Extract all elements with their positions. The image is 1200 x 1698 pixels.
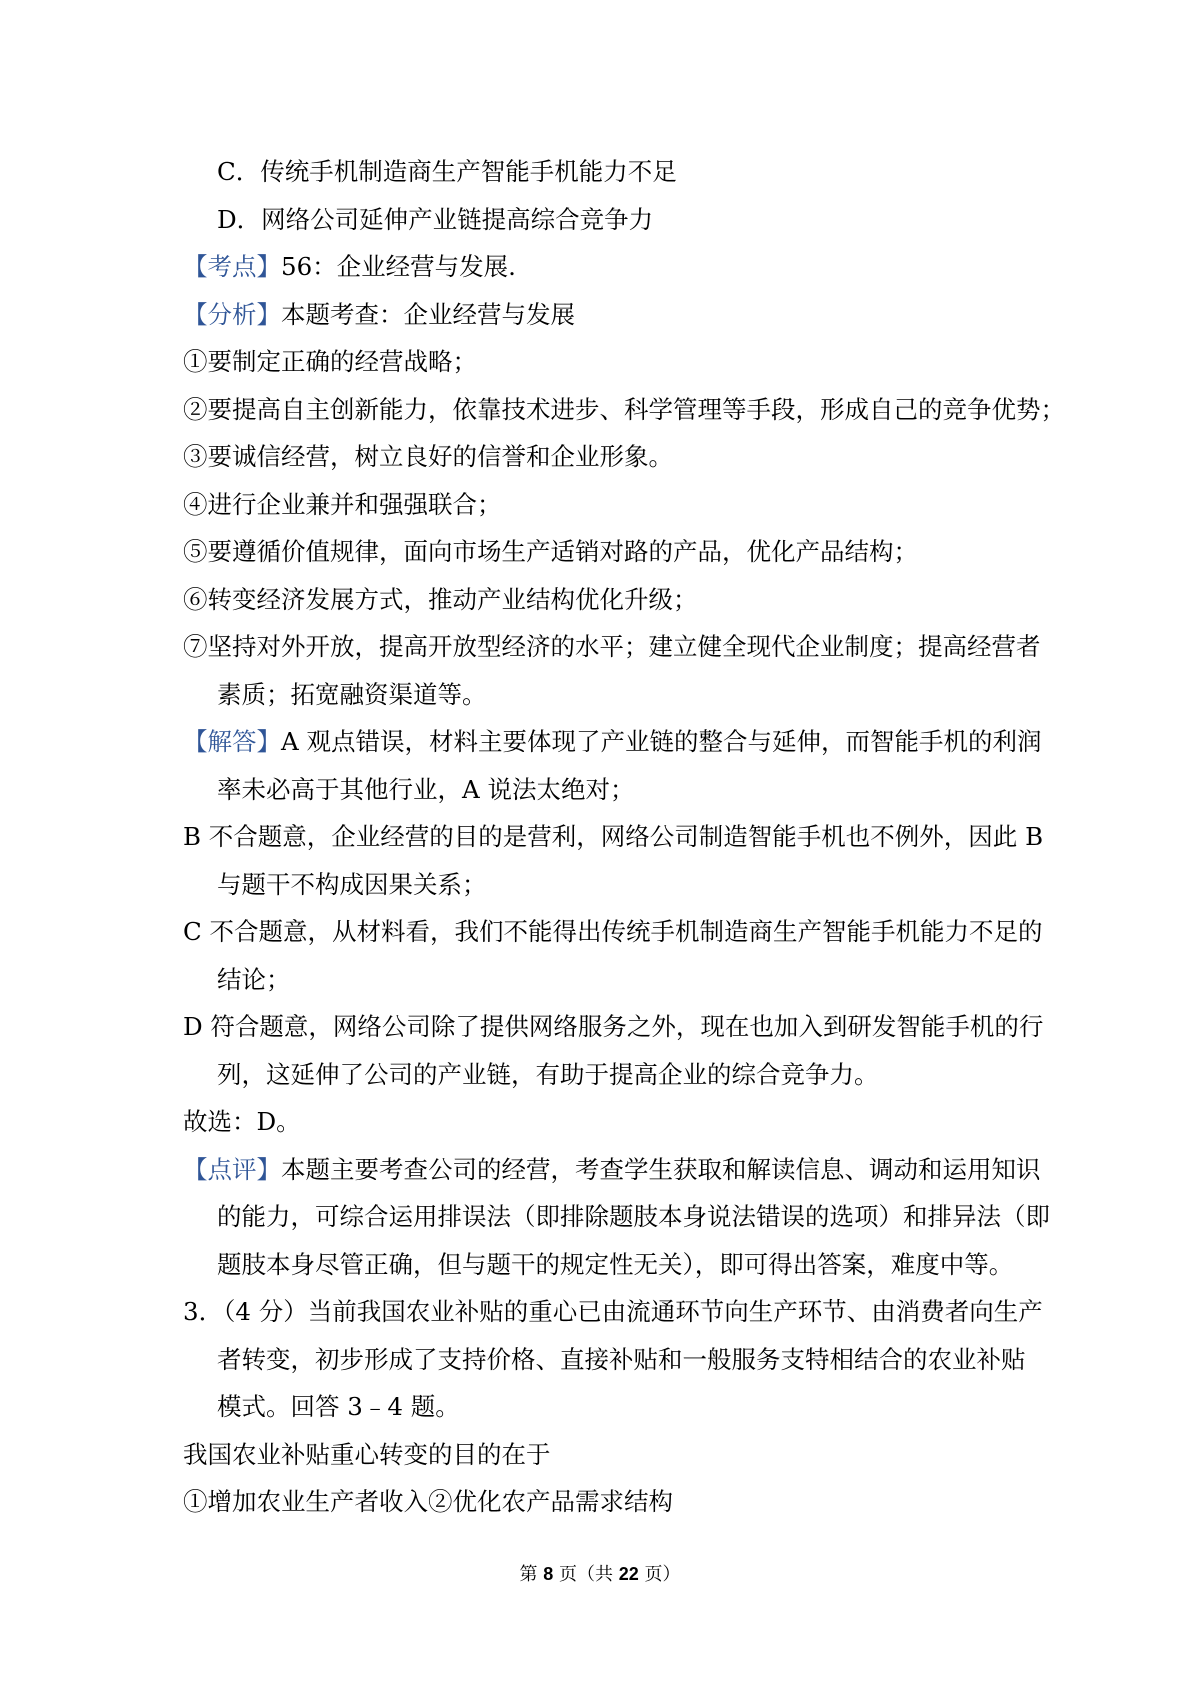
fenxi-item: ⑤要遵循价值规律，面向市场生产适销对路的产品，优化产品结构； — [183, 537, 918, 566]
jieda-b-continued: 与题干不构成因果关系； — [217, 869, 487, 899]
jieda-a-continued: 率未必高于其他行业，A 说法太绝对； — [217, 774, 635, 804]
page-footer — [0, 1561, 1200, 1588]
fenxi-item: ①要制定正确的经营战略； — [183, 347, 477, 376]
fenxi-item: ②要提高自主创新能力，依靠技术进步、科学管理等手段，形成自己的竞争优势； — [183, 394, 1065, 424]
fenxi-item: ④进行企业兼并和强强联合； — [183, 489, 502, 519]
fenxi-line — [183, 291, 1033, 339]
jieda-c: C 不合题意，从材料看，我们不能得出传统手机制造商生产智能手机能力不足的 — [183, 917, 1043, 946]
dianping-tag: 【点评】 — [183, 1154, 281, 1184]
fenxi-item: ⑥转变经济发展方式，推动产业结构优化升级； — [183, 584, 698, 614]
kaodian-text: 56：企业经营与发展. — [281, 252, 516, 281]
jieda-c-continued: 结论； — [217, 964, 291, 994]
jieda-a-text: A 观点错误，材料主要体现了产业链的整合与延伸，而智能手机的利润 — [281, 727, 1042, 756]
jieda-d: D 符合题意，网络公司除了提供网络服务之外，现在也加入到研发智能手机的行 — [183, 1012, 1044, 1041]
fenxi-item: ⑦坚持对外开放，提高开放型经济的水平；建立健全现代企业制度；提高经营者 — [183, 632, 1041, 661]
page-content — [183, 148, 1065, 1526]
question-3-continued: 模式。回答 3﹣4 题。 — [217, 1392, 460, 1421]
dianping-continued: 题肢本身尽管正确，但与题干的规定性无关），即可得出答案，难度中等。 — [217, 1249, 1014, 1279]
fenxi-text: 本题考查：企业经营与发展 — [281, 299, 575, 329]
option-c: C．传统手机制造商生产智能手机能力不足 — [217, 157, 677, 186]
answer: 故选：D。 — [183, 1107, 301, 1136]
jieda-line — [183, 718, 1042, 766]
question-3: 3．（4 分）当前我国农业补贴的重心已由流通环节向生产环节、由消费者向生产 — [183, 1297, 1043, 1326]
footer-post: 页） — [638, 1564, 681, 1585]
option-d: D．网络公司延伸产业链提高综合竞争力 — [217, 204, 654, 234]
footer-mid: 页（共 — [553, 1564, 619, 1585]
footer-pre: 第 — [519, 1564, 544, 1585]
fenxi-item: ③要诚信经营，树立良好的信誉和企业形象。 — [183, 442, 673, 471]
footer-page-number: 8 — [543, 1564, 554, 1584]
jieda-tag: 【解答】 — [183, 727, 281, 756]
kaodian-tag: 【考点】 — [183, 252, 281, 281]
question-3-continued: 者转变，初步形成了支持价格、直接补贴和一般服务支特相结合的农业补贴 — [217, 1344, 1026, 1374]
dianping-line — [183, 1146, 1041, 1194]
fenxi-tag: 【分析】 — [183, 299, 281, 329]
dianping-continued: 的能力，可综合运用排误法（即排除题肢本身说法错误的选项）和排异法（即 — [217, 1202, 1050, 1231]
question-stem: 我国农业补贴重心转变的目的在于 — [183, 1439, 551, 1469]
kaodian-line — [183, 243, 1033, 291]
jieda-d-continued: 列，这延伸了公司的产业链，有助于提高企业的综合竞争力。 — [217, 1059, 879, 1089]
jieda-b: B 不合题意，企业经营的目的是营利，网络公司制造智能手机也不例外，因此 B — [183, 822, 1044, 851]
question-options: ①增加农业生产者收入②优化农产品需求结构 — [183, 1487, 673, 1516]
fenxi-item-continued: 素质；拓宽融资渠道等。 — [217, 679, 487, 709]
dianping-text: 本题主要考查公司的经营，考查学生获取和解读信息、调动和运用知识 — [281, 1154, 1041, 1184]
footer-page-total: 22 — [618, 1564, 639, 1584]
